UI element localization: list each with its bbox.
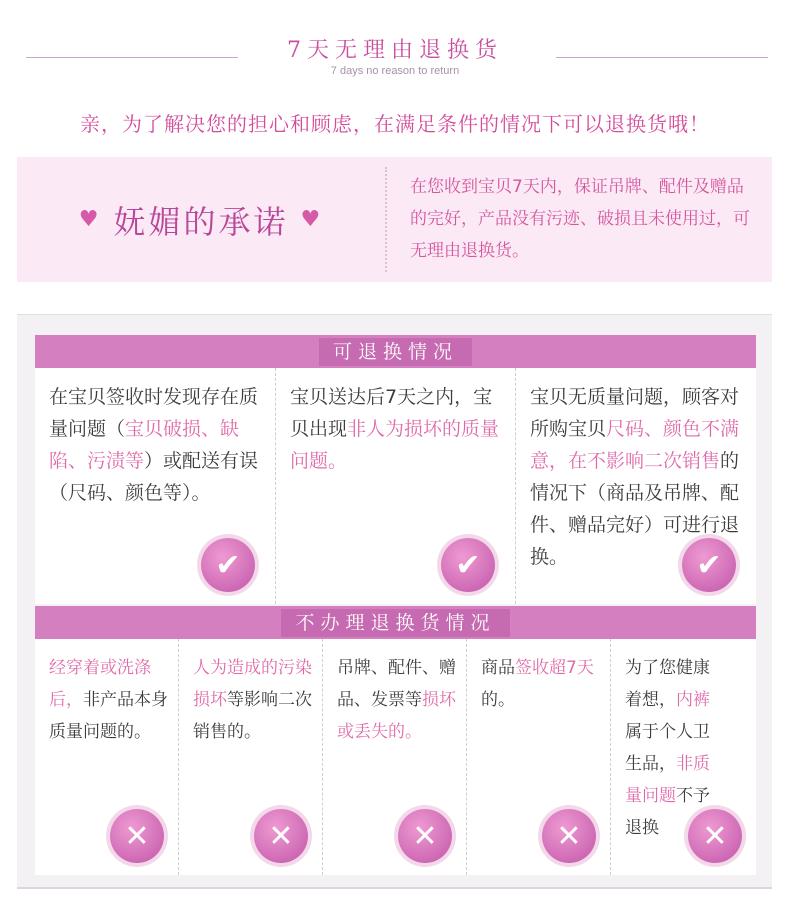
non-returnable-text-4 <box>481 652 602 716</box>
promise-divider <box>385 167 387 272</box>
non-returnable-text-3 <box>337 652 458 748</box>
body-text: 不予退换 <box>625 786 710 838</box>
non-returnable-text-1 <box>49 652 170 748</box>
highlight-text: 尺码、颜色不满意，在不影响二次销售 <box>530 418 740 472</box>
header-title: 7天无理由退换货 <box>287 38 503 63</box>
returnable-cell-3 <box>516 368 756 604</box>
header-subtitle: 7 days no reason to return <box>330 65 460 77</box>
body-text: 的情况下（商品及吊牌、配件、赠品完好）可进行退换。 <box>530 450 740 568</box>
body-text: 等影响二次销售的。 <box>193 690 312 742</box>
cross-icon: ✕ <box>398 809 452 863</box>
promise-text: 在您收到宝贝7天内，保证吊牌、配件及赠品的完好，产品没有污迹、破损且未使用过，可无理由退换货。 <box>410 177 750 261</box>
returnable-row <box>35 368 756 604</box>
highlight-text: 人为造成的污染损坏 <box>193 658 312 710</box>
returnable-heading: 可退换情况 <box>319 338 472 366</box>
cross-icon: ✕ <box>110 809 164 863</box>
body-text: 为了您健康着想， <box>625 658 710 710</box>
highlight-text: 非质量问题 <box>625 754 710 806</box>
heart-icon: ♥ <box>78 207 102 232</box>
promise-title-wrap <box>17 157 385 282</box>
returnable-text-1 <box>49 381 267 509</box>
intro-text: 亲，为了解决您的担心和顾虑，在满足条件的情况下可以退换货哦！ <box>80 112 710 136</box>
check-icon: ✔ <box>201 538 255 592</box>
cross-icon: ✕ <box>254 809 308 863</box>
highlight-text: 内裤 <box>676 690 710 710</box>
body-text: 宝贝送达后7天之内，宝贝出现 <box>290 386 493 440</box>
body-text: 属于个人卫生品， <box>625 722 710 774</box>
body-text: 非产品本身质量问题的。 <box>49 690 168 742</box>
cross-icon: ✕ <box>688 809 742 863</box>
non-returnable-cell-2 <box>179 639 323 875</box>
highlight-text: 宝贝破损、缺陷、污渍等 <box>49 418 240 472</box>
check-icon: ✔ <box>441 538 495 592</box>
non-returnable-cell-4 <box>467 639 611 875</box>
heart-icon: ♥ <box>300 207 324 232</box>
highlight-text: 非人为损坏的质量问题。 <box>290 418 500 472</box>
non-returnable-cell-3 <box>323 639 467 875</box>
body-text: 在宝贝签收时发现存在质量问题（ <box>49 386 259 440</box>
highlight-text: 损坏或丢失的。 <box>337 690 456 742</box>
returnable-cell-2 <box>276 368 516 604</box>
non-returnable-text-2 <box>193 652 314 748</box>
body-text: ）或配送有误（尺码、颜色等）。 <box>49 450 259 504</box>
promise-box <box>17 157 772 282</box>
returnable-header <box>35 335 756 368</box>
body-text: 宝贝无质量问题，顾客对所购宝贝 <box>530 386 740 440</box>
non-returnable-cell-5 <box>611 639 756 875</box>
non-returnable-cell-1 <box>35 639 179 875</box>
highlight-text: 签收超7天 <box>515 658 594 678</box>
highlight-text: 经穿着或洗涤后， <box>49 658 151 710</box>
promise-title: 妩媚的承诺 <box>113 202 289 241</box>
returnable-text-2 <box>290 381 507 477</box>
body-text: 商品 <box>481 658 515 678</box>
non-returnable-heading: 不办理退换货情况 <box>281 609 509 637</box>
non-returnable-row <box>35 639 756 875</box>
body-text: 的。 <box>481 690 515 710</box>
non-returnable-header <box>35 606 756 639</box>
cross-icon: ✕ <box>542 809 596 863</box>
check-icon: ✔ <box>682 538 736 592</box>
returnable-cell-1 <box>35 368 276 604</box>
body-text: 吊牌、配件、赠品、发票等 <box>337 658 456 710</box>
